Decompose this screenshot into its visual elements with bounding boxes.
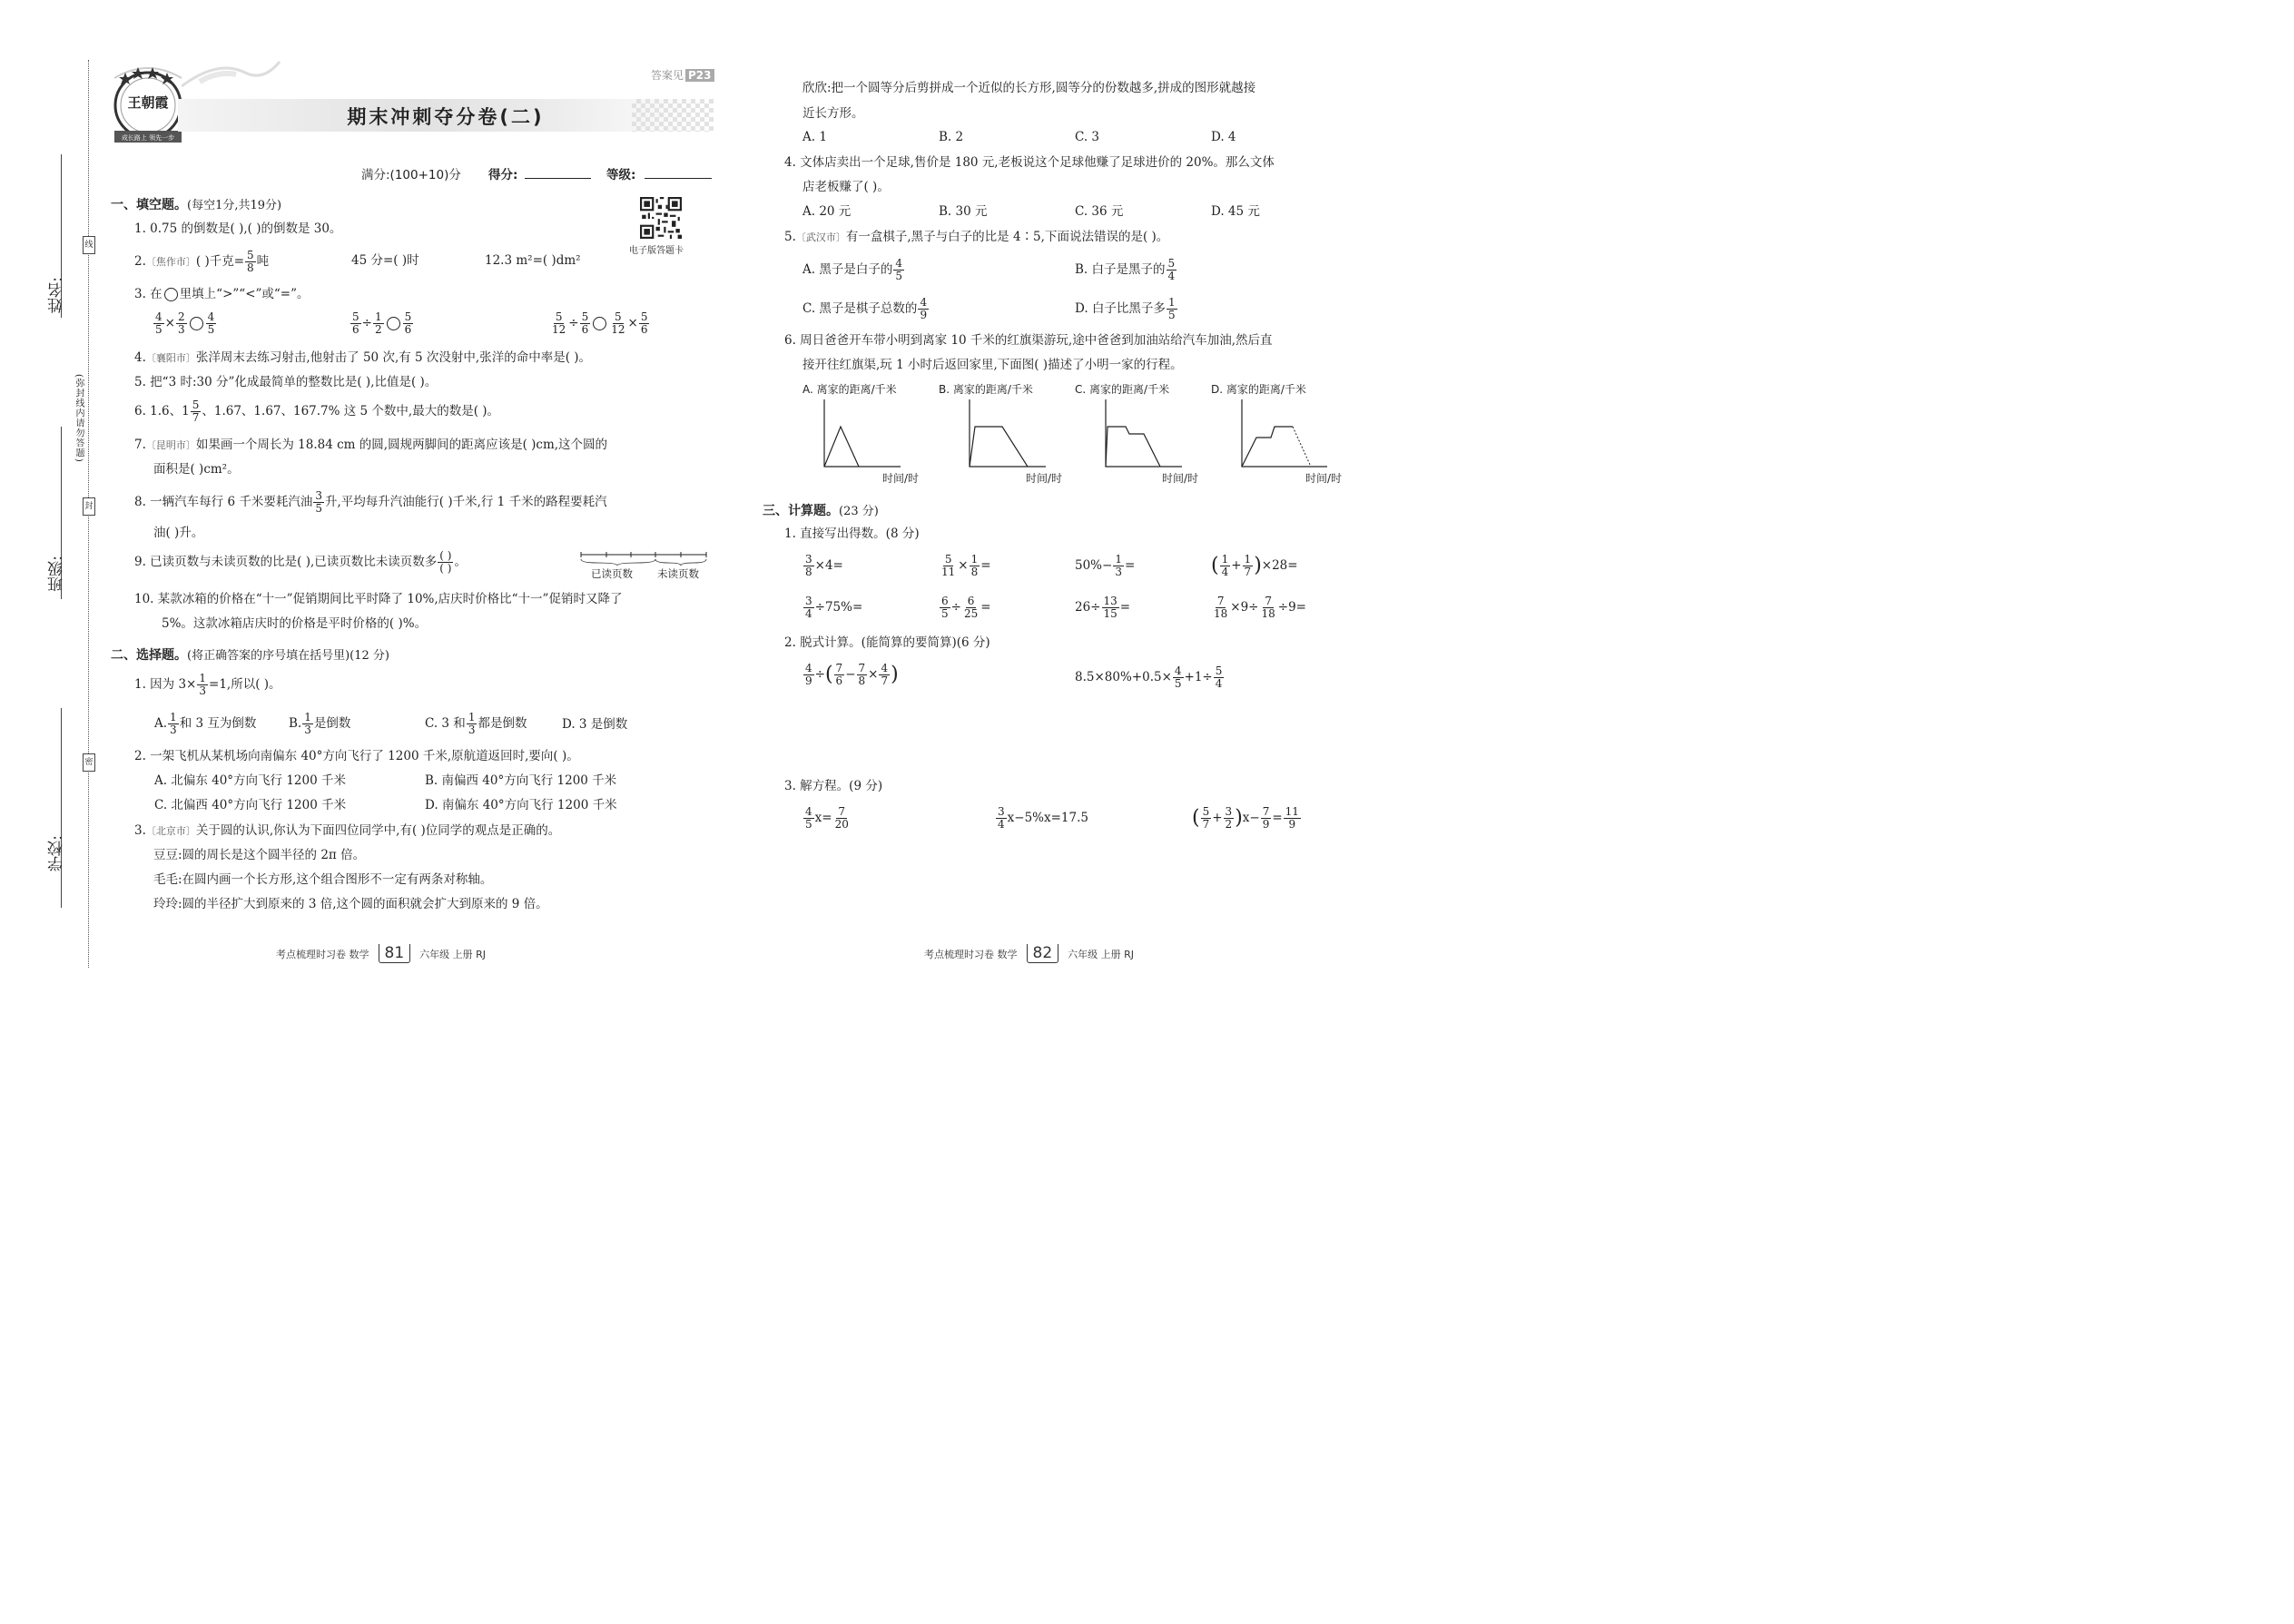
choice-q2-optD[interactable]: D. 南偏东 40°方向飞行 1200 千米 xyxy=(425,798,617,812)
read-pages-label: 已读页数 xyxy=(591,567,633,580)
footer-left: 考点梳理时习卷 数学 81 六年级 上册 RJ xyxy=(276,944,487,962)
seal-mark-xian: 线 xyxy=(83,236,95,254)
choice-q5-optB[interactable]: B. 白子是黑子的 $\frac{5}{4}$ xyxy=(1075,257,1176,282)
choice-q4-optC[interactable]: C. 36 元 xyxy=(1075,204,1124,219)
calc-1-4: ( $\frac{1}{4}$ + $\frac{1}{7}$ )×28= xyxy=(1211,553,1298,578)
fill-q5: 5. 把“3 时:30 分”化成最简单的整数比是( ),比值是( )。 xyxy=(134,375,438,389)
calc-1-3: 50%− $\frac{1}{3}$ = xyxy=(1075,553,1136,578)
choice-q4-optD[interactable]: D. 45 元 xyxy=(1211,204,1260,219)
choice-q5-optA[interactable]: A. 黑子是白子的 $\frac{4}{5}$ xyxy=(802,257,902,282)
page-title: 期末冲刺夺分卷(二) xyxy=(347,106,545,128)
graph-d-xlabel: 时间/时 xyxy=(1305,472,1343,485)
choice-q1: 1. 因为 3× $\frac{1}{3}$ =1,所以( )。 xyxy=(134,672,281,697)
choice-q1-optC[interactable]: C. 3 和 $\frac{1}{3}$ 都是倒数 xyxy=(425,711,527,736)
svg-text:王朝霞: 王朝霞 xyxy=(127,94,169,111)
graph-option-b[interactable] xyxy=(939,381,1075,490)
svg-text:成长路上 领先一步: 成长路上 领先一步 xyxy=(121,134,175,142)
choice-q2: 2. 一架飞机从某机场向南偏东 40°方向飞行了 1200 千米,原航道返回时,要向( )。 xyxy=(134,749,579,763)
graph-a-plot xyxy=(821,398,902,470)
graph-a-xlabel: 时间/时 xyxy=(882,472,920,485)
graph-c-label: C. 离家的距离/千米 xyxy=(1075,383,1170,396)
fill-q3: 3. 在 里填上“>”“<”或“=”。 xyxy=(134,287,310,301)
grade-blank[interactable] xyxy=(645,178,712,179)
graph-a-label: A. 离家的距离/千米 xyxy=(802,383,897,396)
choice-q3-optB[interactable]: B. 2 xyxy=(939,130,964,144)
class-label: 班级: xyxy=(48,556,66,592)
equation-2: $\frac{3}{4}$ x−5%x=17.5 xyxy=(998,805,1088,831)
choice-q3-line1: 豆豆:圆的周长是这个圆半径的 2π 倍。 xyxy=(153,848,366,862)
grade-label: 等级: xyxy=(606,168,636,182)
choice-q5-optC[interactable]: C. 黑子是棋子总数的 $\frac{4}{9}$ xyxy=(802,296,928,321)
fill-q7-b: 面积是( )cm²。 xyxy=(153,462,240,477)
calc-2-1: $\frac{4}{9}$ ÷( $\frac{7}{6}$ − $\frac{7}{8}$ × $\frac{4}{7}$ ) xyxy=(805,662,899,687)
fill-q2-b: 45 分=( )时 xyxy=(351,253,419,268)
choice-q4-optB[interactable]: B. 30 元 xyxy=(939,204,988,219)
score-label: 得分: xyxy=(488,168,518,182)
calc-part1: 1. 直接写出得数。(8 分) xyxy=(784,527,920,541)
choice-q3-line4: 欣欣:把一个圆等分后剪拼成一个近似的长方形,圆等分的份数越多,拼成的图形就越接 xyxy=(802,81,1256,95)
choice-q1-optB[interactable]: B. $\frac{1}{3}$ 是倒数 xyxy=(289,711,351,736)
section-3-title: 三、计算题。(23 分) xyxy=(763,504,879,518)
full-score: 满分:(100+10)分 xyxy=(361,168,461,182)
compare-circle-icon[interactable] xyxy=(190,317,203,330)
graph-b-plot xyxy=(966,398,1048,470)
qr-caption: 电子版答题卡 xyxy=(629,246,684,256)
choice-q3-line2: 毛毛:在圆内画一个长方形,这个组合图形不一定有两条对称轴。 xyxy=(153,872,493,887)
choice-q3-optA[interactable]: A. 1 xyxy=(802,130,827,144)
fill-q2-c: 12.3 m²=( )dm² xyxy=(485,253,581,268)
calc-1-5: $\frac{3}{4}$ ÷75%= xyxy=(805,595,863,620)
choice-q6-b: 接开往红旗渠,玩 1 小时后返回家里,下面图( )描述了小明一家的行程。 xyxy=(802,358,1183,372)
fill-q9: 9. 已读页数与未读页数的比是( ),已读页数比未读页数多 $\frac{( )}{( )}$ 。 xyxy=(134,549,467,575)
ribbon-decoration xyxy=(182,54,281,91)
fill-q6: 6. 1.6、1 $\frac{5}{7}$ 、1.67、1.67、167.7% 这 5 个数中,最大的数是( )。 xyxy=(134,399,500,424)
score-blank[interactable] xyxy=(525,178,591,179)
fill-q7: 7.〔昆明市〕如果画一个周长为 18.84 cm 的圆,圆规两脚间的距离应该是( )cm,这个圆的 xyxy=(134,438,608,452)
seal-tip: (弥封线内请勿答题) xyxy=(74,374,84,463)
school-underline xyxy=(61,708,62,908)
compare-circle-icon[interactable] xyxy=(593,317,606,330)
qr-code[interactable] xyxy=(640,197,682,239)
equation-1: $\frac{4}{5}$ x= $\frac{7}{20}$ xyxy=(805,805,849,831)
calc-part3: 3. 解方程。(9 分) xyxy=(784,779,883,793)
choice-q3-line3: 玲玲:圆的半径扩大到原来的 3 倍,这个圆的面积就会扩大到原来的 9 倍。 xyxy=(153,897,548,911)
calc-part2: 2. 脱式计算。(能简算的要简算)(6 分) xyxy=(784,635,990,650)
graph-option-a[interactable] xyxy=(802,381,939,490)
choice-q5-optD[interactable]: D. 白子比黑子多 $\frac{1}{5}$ xyxy=(1075,296,1176,321)
seal-mark-feng: 封 xyxy=(83,497,95,516)
seal-mark-mi: 密 xyxy=(83,753,95,772)
graph-d-plot xyxy=(1238,398,1329,470)
choice-q5: 5.〔武汉市〕有一盒棋子,黑子与白子的比是 4∶5,下面说法错误的是( )。 xyxy=(784,230,1169,244)
fill-q2: 2.〔焦作市〕( )千克= $\frac{5}{8}$ 吨 xyxy=(134,249,270,274)
calc-1-6: $\frac{6}{5}$ ÷ $\frac{6}{25}$ = xyxy=(941,595,991,620)
answer-reference: 答案见 P23 xyxy=(651,67,714,83)
choice-q4: 4. 文体店卖出一个足球,售价是 180 元,老板说这个足球他赚了足球进价的 20%。那么文体 xyxy=(784,155,1275,170)
choice-q3-line4-b: 近长方形。 xyxy=(802,106,864,121)
brand-logo xyxy=(107,60,189,147)
fill-q10-b: 5%。这款冰箱店庆时的价格是平时价格的( )%。 xyxy=(162,616,428,631)
graph-c-plot xyxy=(1102,398,1184,470)
fill-q3-c: $\frac{5}{12}$ ÷ $\frac{5}{6}$ $\frac{5}{12}$ × $\frac{5}{6}$ xyxy=(552,310,648,336)
choice-q2-optC[interactable]: C. 北偏西 40°方向飞行 1200 千米 xyxy=(154,798,347,812)
calc-1-7: 26÷ $\frac{13}{15}$ = xyxy=(1075,595,1131,620)
page-ratio-bar xyxy=(579,549,711,566)
choice-q6: 6. 周日爸爸开车带小明到离家 10 千米的红旗渠游玩,途中爸爸到加油站给汽车加油,然后直 xyxy=(784,333,1273,348)
choice-q1-optD[interactable]: D. 3 是倒数 xyxy=(562,717,628,732)
choice-q2-optB[interactable]: B. 南偏西 40°方向飞行 1200 千米 xyxy=(425,773,617,788)
calc-1-2: $\frac{5}{11}$ × $\frac{1}{8}$ = xyxy=(941,553,991,578)
graph-b-xlabel: 时间/时 xyxy=(1026,472,1063,485)
fill-q4: 4.〔襄阳市〕张洋周末去练习射击,他射击了 50 次,有 5 次没射中,张洋的命中率是( )。 xyxy=(134,350,592,365)
graph-option-d[interactable] xyxy=(1211,381,1347,490)
compare-circle-icon[interactable] xyxy=(387,317,400,330)
section-1-title: 一、填空题。(每空1分,共19分) xyxy=(111,198,282,212)
section-2-title: 二、选择题。(将正确答案的序号填在括号里)(12 分) xyxy=(111,648,389,663)
footer-right: 考点梳理时习卷 数学 82 六年级 上册 RJ xyxy=(924,944,1135,962)
graph-c-xlabel: 时间/时 xyxy=(1162,472,1199,485)
graph-d-label: D. 离家的距离/千米 xyxy=(1211,383,1306,396)
choice-q4-b: 店老板赚了( )。 xyxy=(802,180,890,194)
calc-1-1: $\frac{3}{8}$ ×4= xyxy=(805,553,843,578)
fill-q8: 8. 一辆汽车每行 6 千米要耗汽油 $\frac{3}{5}$ 升,平均每升汽油能行( )千米,行 1 千米的路程要耗汽 xyxy=(134,489,607,515)
choice-q4-optA[interactable]: A. 20 元 xyxy=(802,204,852,219)
fill-q1: 1. 0.75 的倒数是( ),( )的倒数是 30。 xyxy=(134,221,342,236)
fill-q3-b: $\frac{5}{6}$ ÷ $\frac{1}{2}$ $\frac{5}{6}$ xyxy=(352,310,412,336)
choice-q3-optD[interactable]: D. 4 xyxy=(1211,130,1236,144)
fill-q3-a: $\frac{4}{5}$ × $\frac{2}{3}$ $\frac{4}{5}$ xyxy=(155,310,215,336)
choice-q3-optC[interactable]: C. 3 xyxy=(1075,130,1100,144)
choice-q3: 3.〔北京市〕关于圆的认识,你认为下面四位同学中,有( )位同学的观点是正确的。 xyxy=(134,823,561,838)
calc-1-8: $\frac{7}{18}$ ×9÷ $\frac{7}{18}$ ÷9= xyxy=(1214,595,1306,620)
compare-circle-icon xyxy=(164,288,178,301)
graph-option-c[interactable] xyxy=(1075,381,1211,490)
fill-q8-b: 油( )升。 xyxy=(153,526,204,540)
equation-3: ( $\frac{5}{7}$ + $\frac{3}{2}$ )x− $\frac{7}{9}$ = $\frac{11}{9}$ xyxy=(1192,805,1299,831)
choice-q1-optA[interactable]: A. $\frac{1}{3}$ 和 3 互为倒数 xyxy=(154,711,257,736)
choice-q2-optA[interactable]: A. 北偏东 40°方向飞行 1200 千米 xyxy=(154,773,346,788)
unread-pages-label: 未读页数 xyxy=(657,567,699,580)
name-label: 姓名: xyxy=(48,277,66,313)
graph-b-label: B. 离家的距离/千米 xyxy=(939,383,1033,396)
school-label: 学校: xyxy=(48,835,66,871)
fill-q10: 10. 某款冰箱的价格在“十一”促销期间比平时降了 10%,店庆时价格比“十一”促销时又降了 xyxy=(134,592,623,606)
exam-page xyxy=(0,0,1403,999)
calc-2-2: 8.5×80%+0.5× $\frac{4}{5}$ +1÷ $\frac{5}{4}$ xyxy=(1075,664,1223,690)
